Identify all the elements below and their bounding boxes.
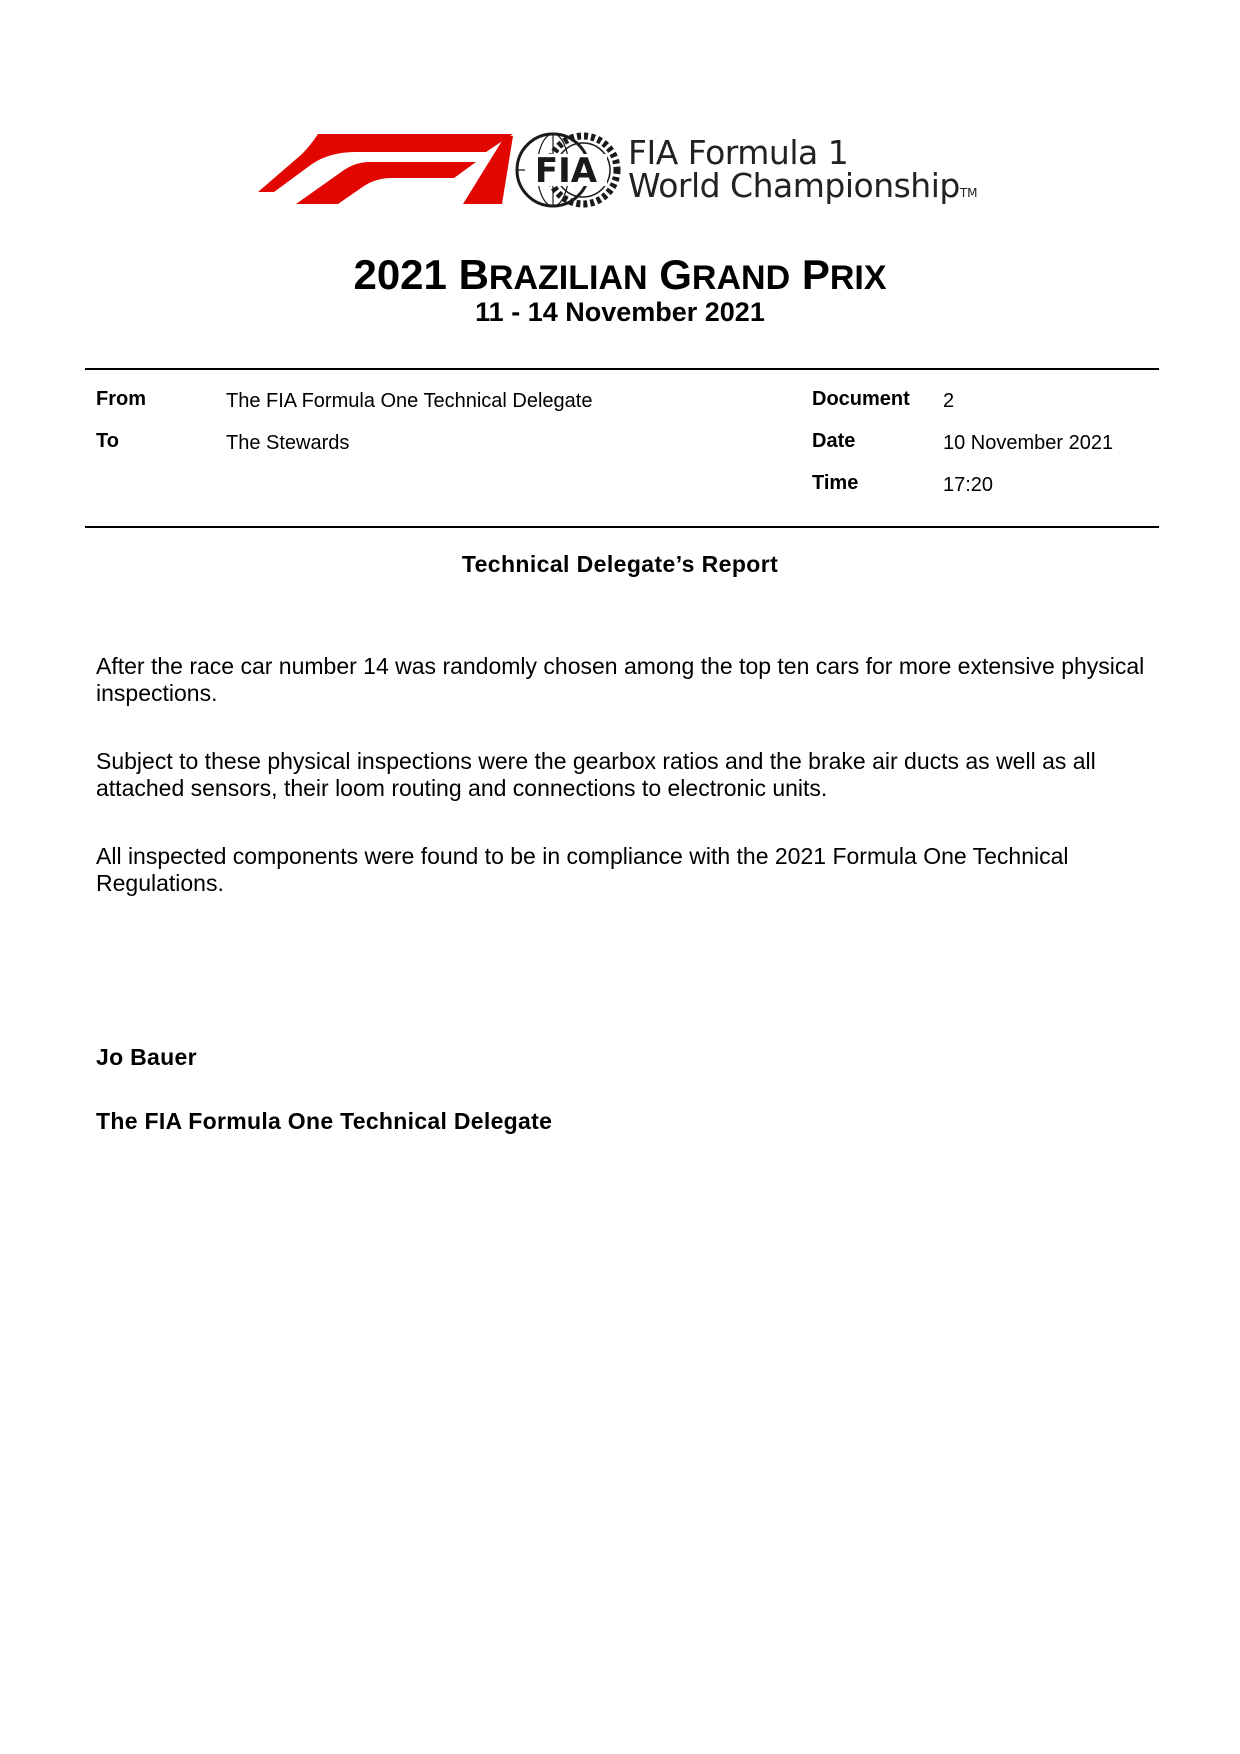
divider-top bbox=[85, 368, 1159, 370]
event-year: 2021 bbox=[353, 251, 447, 298]
brand-line-1: FIA Formula 1 bbox=[628, 133, 849, 172]
document-value: 2 bbox=[943, 390, 955, 412]
event-name-word-1 bbox=[459, 251, 648, 298]
date-value: 10 November 2021 bbox=[943, 432, 1114, 454]
from-label: From bbox=[96, 388, 146, 410]
event-word-1-rest: RAZILIAN bbox=[488, 259, 648, 297]
document-label: Document bbox=[812, 388, 910, 410]
report-paragraph-2: Subject to these physical inspections were the gearbox ratios and the brake air ducts as well as all attached sensors, their loom routing and connections to electronic units. bbox=[96, 748, 1096, 801]
to-value: The Stewards bbox=[226, 432, 350, 454]
trademark-mark: TM bbox=[959, 186, 978, 200]
from-value: The FIA Formula One Technical Delegate bbox=[226, 390, 593, 412]
divider-bottom bbox=[85, 526, 1159, 528]
event-word-1-initial: B bbox=[458, 251, 489, 298]
header-logo bbox=[258, 130, 1008, 210]
date-label: Date bbox=[812, 430, 856, 452]
event-word-3-initial: P bbox=[801, 251, 830, 298]
brand-text bbox=[628, 133, 978, 210]
event-word-3-rest: RIX bbox=[829, 259, 887, 297]
report-heading: Technical Delegate’s Report bbox=[461, 551, 779, 577]
fia-emblem-text: FIA bbox=[534, 151, 598, 191]
fia-emblem-icon bbox=[513, 130, 623, 210]
event-word-2-initial: G bbox=[659, 251, 692, 298]
event-name-word-2 bbox=[659, 251, 790, 298]
time-value: 17:20 bbox=[943, 474, 994, 496]
time-label: Time bbox=[812, 472, 859, 494]
event-word-2-rest: RAND bbox=[691, 259, 791, 297]
report-paragraph-1: After the race car number 14 was randomly chosen among the top ten cars for more extensive physical inspections. bbox=[96, 653, 1145, 706]
report-paragraph-3: All inspected components were found to be in compliance with the 2021 Formula One Technical Regulations. bbox=[96, 843, 1069, 896]
signatory-name: Jo Bauer bbox=[96, 1044, 197, 1070]
event-name-word-3 bbox=[802, 251, 887, 298]
event-dates: 11 - 14 November 2021 bbox=[475, 297, 765, 327]
to-label: To bbox=[96, 430, 119, 452]
brand-line-2-text: World Championship bbox=[628, 166, 960, 205]
f1-logo-icon bbox=[258, 134, 513, 206]
brand-line-2 bbox=[628, 166, 978, 210]
signatory-title: The FIA Formula One Technical Delegate bbox=[96, 1108, 553, 1134]
f1-logo-lower-stroke bbox=[296, 162, 476, 204]
